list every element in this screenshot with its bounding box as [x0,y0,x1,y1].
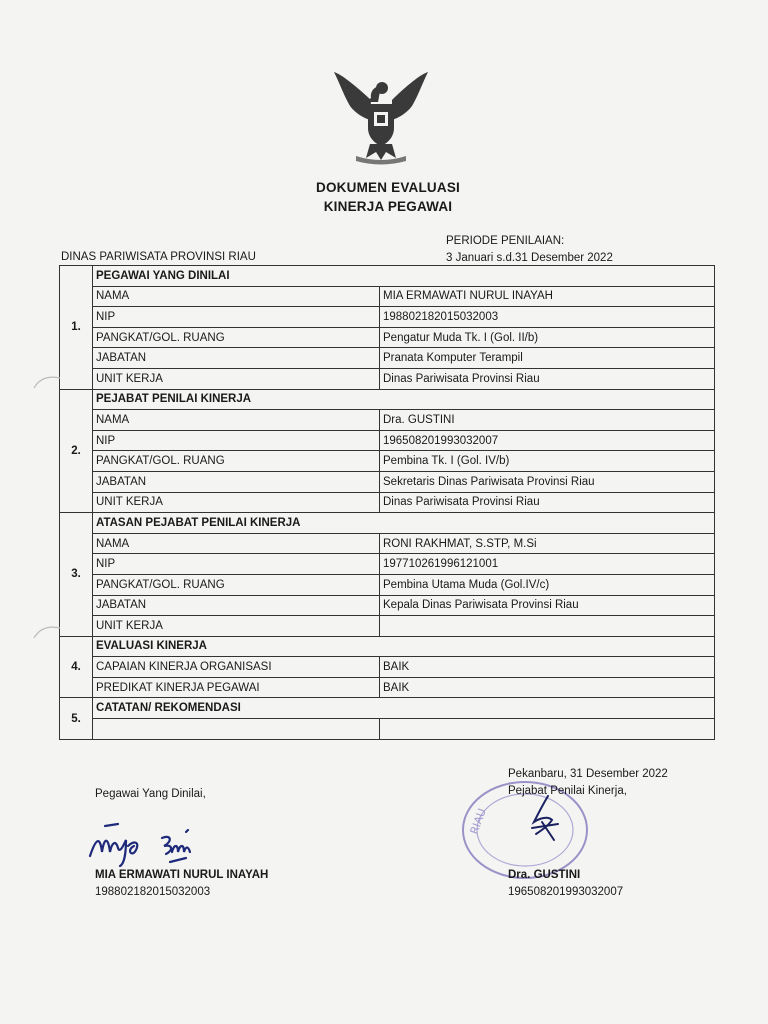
field-label: JABATAN [93,471,380,492]
section-title: PEGAWAI YANG DINILAI [93,266,715,287]
table-row [60,657,715,678]
field-label: UNIT KERJA [93,368,380,389]
field-label: NIP [93,554,380,575]
table-row [60,368,715,389]
periode-block [446,233,613,267]
table-row [60,286,715,307]
punch-hole-icon [32,372,62,392]
field-label: JABATAN [93,348,380,369]
document-title-line1: DOKUMEN EVALUASI [316,180,460,195]
field-value: Pembina Utama Muda (Gol.IV/c) [380,574,715,595]
signature-left-icon [80,818,230,868]
section-number: 2. [60,389,93,513]
dinas-name: DINAS PARIWISATA PROVINSI RIAU [61,251,256,263]
section-title: ATASAN PEJABAT PENILAI KINERJA [93,513,715,534]
signer-right-nip: 196508201993032007 [508,886,624,898]
table-row [60,616,715,637]
section-number: 3. [60,513,93,637]
table-row [60,492,715,513]
periode-value: 3 Januari s.d.31 Desember 2022 [446,252,613,264]
section-title: EVALUASI KINERJA [93,636,715,657]
signer-left-name: MIA ERMAWATI NURUL INAYAH [95,869,269,881]
table-row [60,554,715,575]
field-value: Dinas Pariwisata Provinsi Riau [380,368,715,389]
field-value: Pembina Tk. I (Gol. IV/b) [380,451,715,472]
field-label: UNIT KERJA [93,616,380,637]
field-label: PANGKAT/GOL. RUANG [93,574,380,595]
table-row [60,430,715,451]
field-value: Pranata Komputer Terampil [380,348,715,369]
field-label: NIP [93,307,380,328]
field-label: NAMA [93,286,380,307]
field-value [380,616,715,637]
field-value: Kepala Dinas Pariwisata Provinsi Riau [380,595,715,616]
section-header-row [60,513,715,534]
table-row [60,410,715,431]
section-number: 5. [60,698,93,739]
table-row [60,471,715,492]
field-value: 197710261996121001 [380,554,715,575]
section-header-row [60,389,715,410]
field-label: NAMA [93,410,380,431]
field-label: PANGKAT/GOL. RUANG [93,327,380,348]
table-row [60,574,715,595]
field-value: MIA ERMAWATI NURUL INAYAH [380,286,715,307]
field-value: RONI RAKHMAT, S.STP, M.Si [380,533,715,554]
field-value: Dra. GUSTINI [380,410,715,431]
field-label: PANGKAT/GOL. RUANG [93,451,380,472]
section-header-row [60,698,715,719]
section-header-row [60,266,715,287]
field-value: Dinas Pariwisata Provinsi Riau [380,492,715,513]
field-label: JABATAN [93,595,380,616]
field-label: NIP [93,430,380,451]
field-value: BAIK [380,657,715,678]
signer-right-place-date: Pekanbaru, 31 Desember 2022 [508,768,668,780]
punch-hole-icon [32,622,62,642]
signature-right-icon [520,792,570,847]
table-row [60,327,715,348]
field-value: Sekretaris Dinas Pariwisata Provinsi Riau [380,471,715,492]
table-row [60,677,715,698]
table-row [60,348,715,369]
table-row [60,719,715,740]
field-label: UNIT KERJA [93,492,380,513]
section-number: 4. [60,636,93,698]
garuda-emblem-icon [326,66,436,166]
field-label: PREDIKAT KINERJA PEGAWAI [93,677,380,698]
table-row [60,595,715,616]
field-value: BAIK [380,677,715,698]
signer-right-label: Pejabat Penilai Kinerja, [508,785,627,797]
field-label [93,719,380,740]
table-row [60,307,715,328]
evaluation-table [59,265,715,740]
section-title: PEJABAT PENILAI KINERJA [93,389,715,410]
periode-label: PERIODE PENILAIAN: [446,235,565,247]
section-header-row [60,636,715,657]
field-value: Pengatur Muda Tk. I (Gol. II/b) [380,327,715,348]
field-value: 198802182015032003 [380,307,715,328]
field-value [380,719,715,740]
section-title: CATATAN/ REKOMENDASI [93,698,715,719]
stamp-text: RIAU [467,806,489,837]
field-label: CAPAIAN KINERJA ORGANISASI [93,657,380,678]
signer-left-label: Pegawai Yang Dinilai, [95,788,206,800]
field-value: 196508201993032007 [380,430,715,451]
signer-left-nip: 198802182015032003 [95,886,211,898]
table-row [60,533,715,554]
section-number: 1. [60,266,93,390]
signer-right-name: Dra. GUSTINI [508,869,581,881]
table-row [60,451,715,472]
field-label: NAMA [93,533,380,554]
document-title-line2: KINERJA PEGAWAI [323,199,453,214]
